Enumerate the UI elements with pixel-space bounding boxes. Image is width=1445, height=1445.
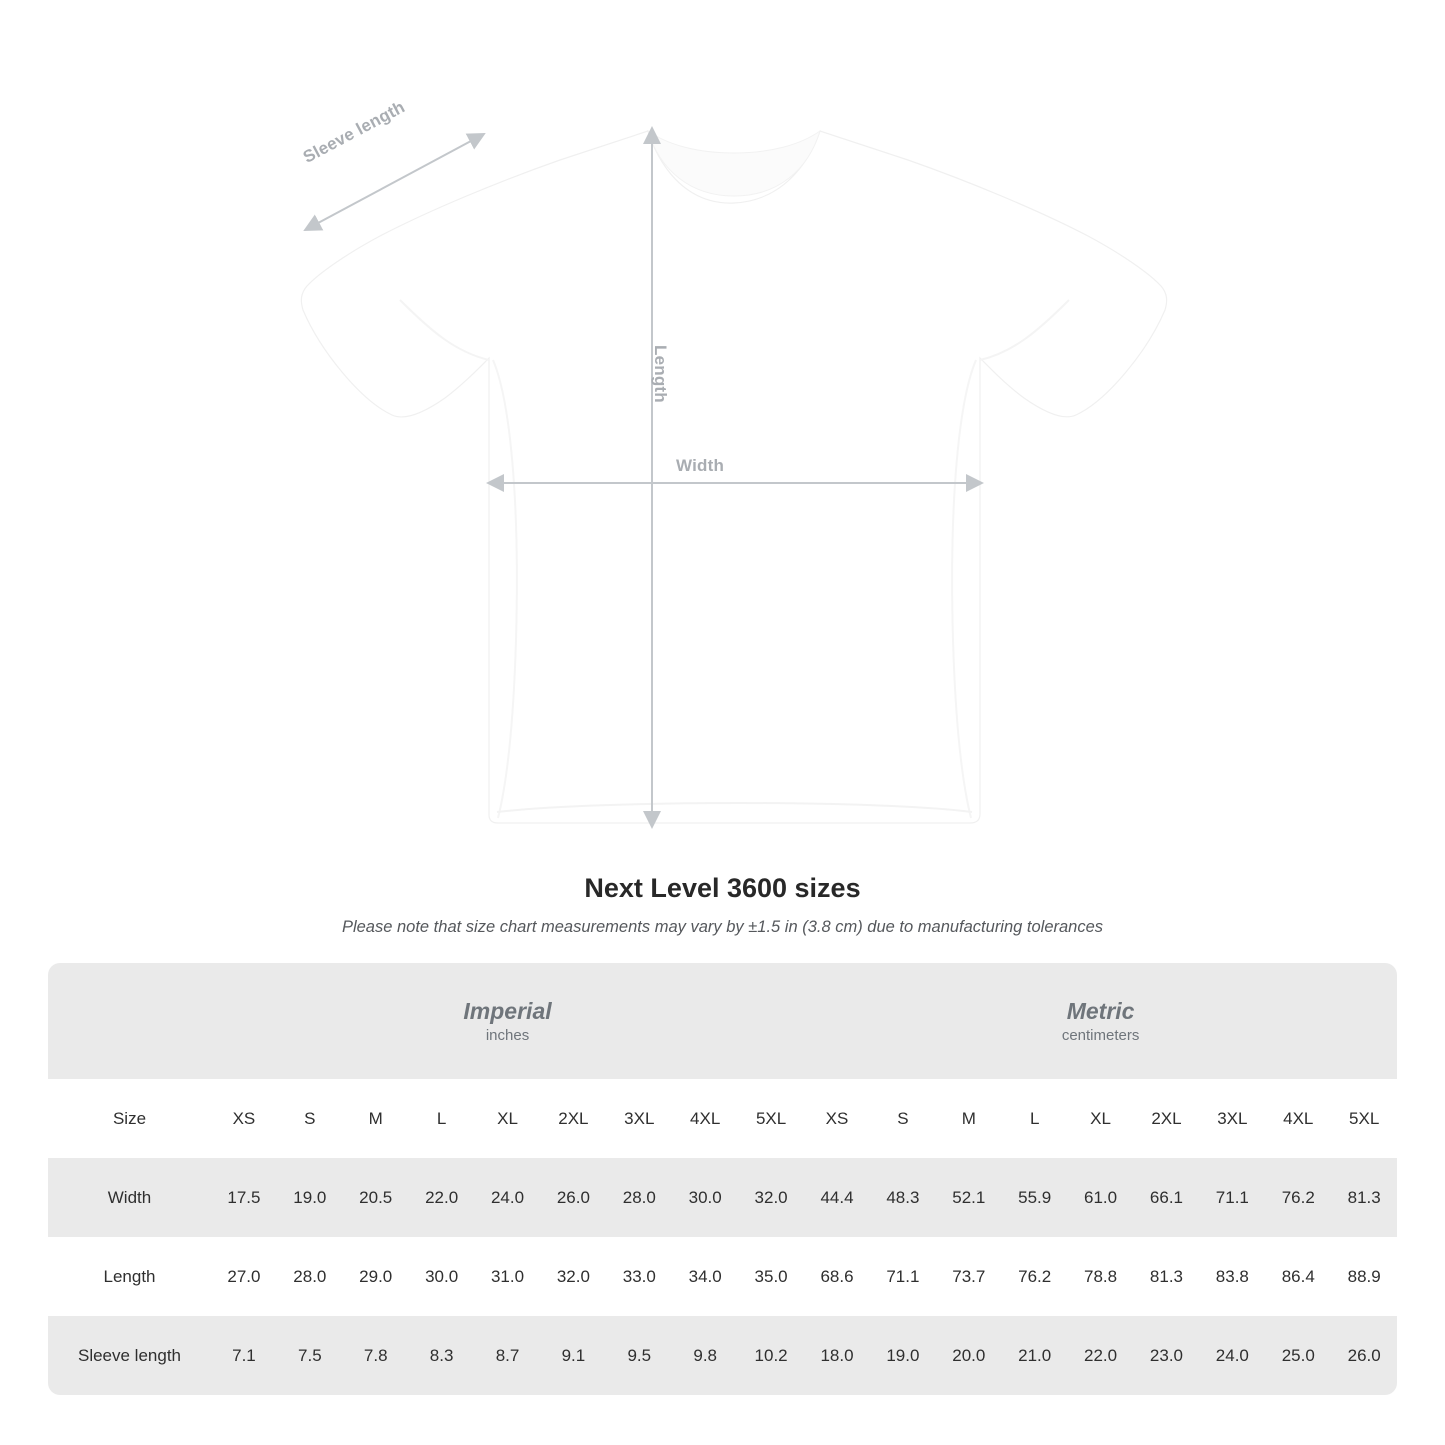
length-2xl-met: 81.3 [1149,1266,1183,1286]
size-cell-5xl-met: 5XL [1349,1108,1380,1128]
sleeve-xs-met: 18.0 [820,1345,854,1365]
size-table [48,963,1397,1395]
shirt-shape [301,131,1166,823]
width-4xl-met: 76.2 [1281,1187,1315,1207]
unit-group-metric-name: Metric [1066,997,1135,1024]
sleeve-3xl-met: 24.0 [1215,1345,1249,1365]
size-cell-m-imp: M [368,1108,383,1128]
length-2xl-imp: 32.0 [556,1266,590,1286]
width-m-met: 52.1 [952,1187,986,1207]
sleeve-m-imp: 7.8 [363,1345,388,1365]
sleeve-xl-imp: 8.7 [495,1345,520,1365]
length-xs-imp: 27.0 [227,1266,261,1286]
size-header-row [48,1079,1397,1158]
sleeve-l-imp: 8.3 [429,1345,454,1365]
tolerance-note: Please note that size chart measurements may vary by ±1.5 in (3.8 cm) due to manufacturing tolerances [341,918,1104,936]
sleeve-5xl-imp: 10.2 [754,1345,788,1365]
size-cell-xl-imp: XL [497,1108,518,1128]
width-l-met: 55.9 [1018,1187,1052,1207]
length-4xl-met: 86.4 [1281,1266,1315,1286]
width-2xl-met: 66.1 [1149,1187,1183,1207]
size-table-wrapper [48,963,1397,1395]
size-cell-4xl-met: 4XL [1283,1108,1314,1128]
width-s-met: 48.3 [886,1187,920,1207]
sleeve-m-met: 20.0 [952,1345,986,1365]
unit-group-imperial-sub: inches [485,1027,530,1045]
length-3xl-imp: 33.0 [622,1266,656,1286]
size-cell-4xl-imp: 4XL [690,1108,721,1128]
sleeve-4xl-met: 25.0 [1281,1345,1315,1365]
size-cell-5xl-imp: 5XL [755,1108,787,1128]
width-label: Width [676,456,725,475]
length-l-imp: 30.0 [425,1266,459,1286]
length-5xl-met: 88.9 [1347,1266,1381,1286]
sleeve-s-imp: 7.5 [298,1345,322,1365]
width-xs-imp: 17.5 [227,1187,261,1207]
sleeve-s-met: 19.0 [886,1345,920,1365]
length-l-met: 76.2 [1018,1266,1052,1286]
length-xs-met: 68.6 [820,1266,854,1286]
length-5xl-imp: 35.0 [754,1266,788,1286]
size-cell-l-met: L [1029,1108,1040,1128]
width-3xl-imp: 28.0 [622,1187,656,1207]
unit-group-metric-sub: centimeters [1061,1027,1140,1045]
width-3xl-met: 71.1 [1215,1187,1249,1207]
sleeve-2xl-met: 23.0 [1149,1345,1183,1365]
width-m-imp: 20.5 [359,1187,393,1207]
size-row-label: Size [112,1108,147,1128]
width-5xl-met: 81.3 [1347,1187,1381,1207]
size-cell-3xl-met: 3XL [1217,1108,1248,1128]
width-l-imp: 22.0 [425,1187,459,1207]
width-xl-imp: 24.0 [490,1187,525,1207]
width-4xl-imp: 30.0 [688,1187,722,1207]
title-block [0,873,1445,937]
size-cell-xs-met: XS [825,1108,849,1128]
size-cell-s-met: S [897,1108,909,1128]
length-m-imp: 29.0 [359,1266,393,1286]
row-label-sleeve-length: Sleeve length [77,1345,182,1365]
width-xs-met: 44.4 [820,1187,854,1207]
table-row-length [48,1237,1397,1316]
sleeve-l-met: 21.0 [1018,1345,1052,1365]
length-m-met: 73.7 [952,1266,986,1286]
sleeve-5xl-met: 26.0 [1347,1345,1381,1365]
table-row-sleeve-length [48,1316,1397,1395]
length-label: Length [651,345,670,403]
row-label-length: Length [103,1266,156,1286]
unit-group-imperial [211,963,804,1079]
size-cell-l-imp: L [436,1108,447,1128]
length-4xl-imp: 34.0 [688,1266,722,1286]
size-cell-s-imp: S [304,1108,316,1128]
sleeve-4xl-imp: 9.8 [693,1345,717,1365]
row-label-width: Width [107,1187,152,1207]
sleeve-xl-met: 22.0 [1084,1345,1118,1365]
width-2xl-imp: 26.0 [556,1187,590,1207]
table-row-width [48,1158,1397,1237]
unit-header-corner [48,963,211,1079]
size-cell-2xl-met: 2XL [1151,1108,1182,1128]
length-s-imp: 28.0 [293,1266,327,1286]
sleeve-2xl-imp: 9.1 [561,1345,586,1365]
unit-group-imperial-name: Imperial [463,997,552,1024]
size-cell-m-met: M [961,1108,976,1128]
width-xl-met: 61.0 [1084,1187,1118,1207]
sleeve-length-label: Sleeve length [300,97,408,167]
sleeve-3xl-imp: 9.5 [627,1345,652,1365]
length-xl-met: 78.8 [1084,1266,1118,1286]
page-title: Next Level 3600 sizes [584,873,861,903]
unit-group-metric [804,963,1397,1079]
size-cell-3xl-imp: 3XL [624,1108,655,1128]
sleeve-xs-imp: 7.1 [232,1345,256,1365]
size-cell-2xl-imp: 2XL [558,1108,589,1128]
width-s-imp: 19.0 [293,1187,327,1207]
length-s-met: 71.1 [886,1266,920,1286]
length-3xl-met: 83.8 [1215,1266,1249,1286]
size-cell-xs-imp: XS [232,1108,256,1128]
width-5xl-imp: 32.0 [754,1187,788,1207]
length-xl-imp: 31.0 [490,1266,525,1286]
size-cell-xl-met: XL [1090,1108,1111,1128]
unit-header-row [48,963,1397,1079]
